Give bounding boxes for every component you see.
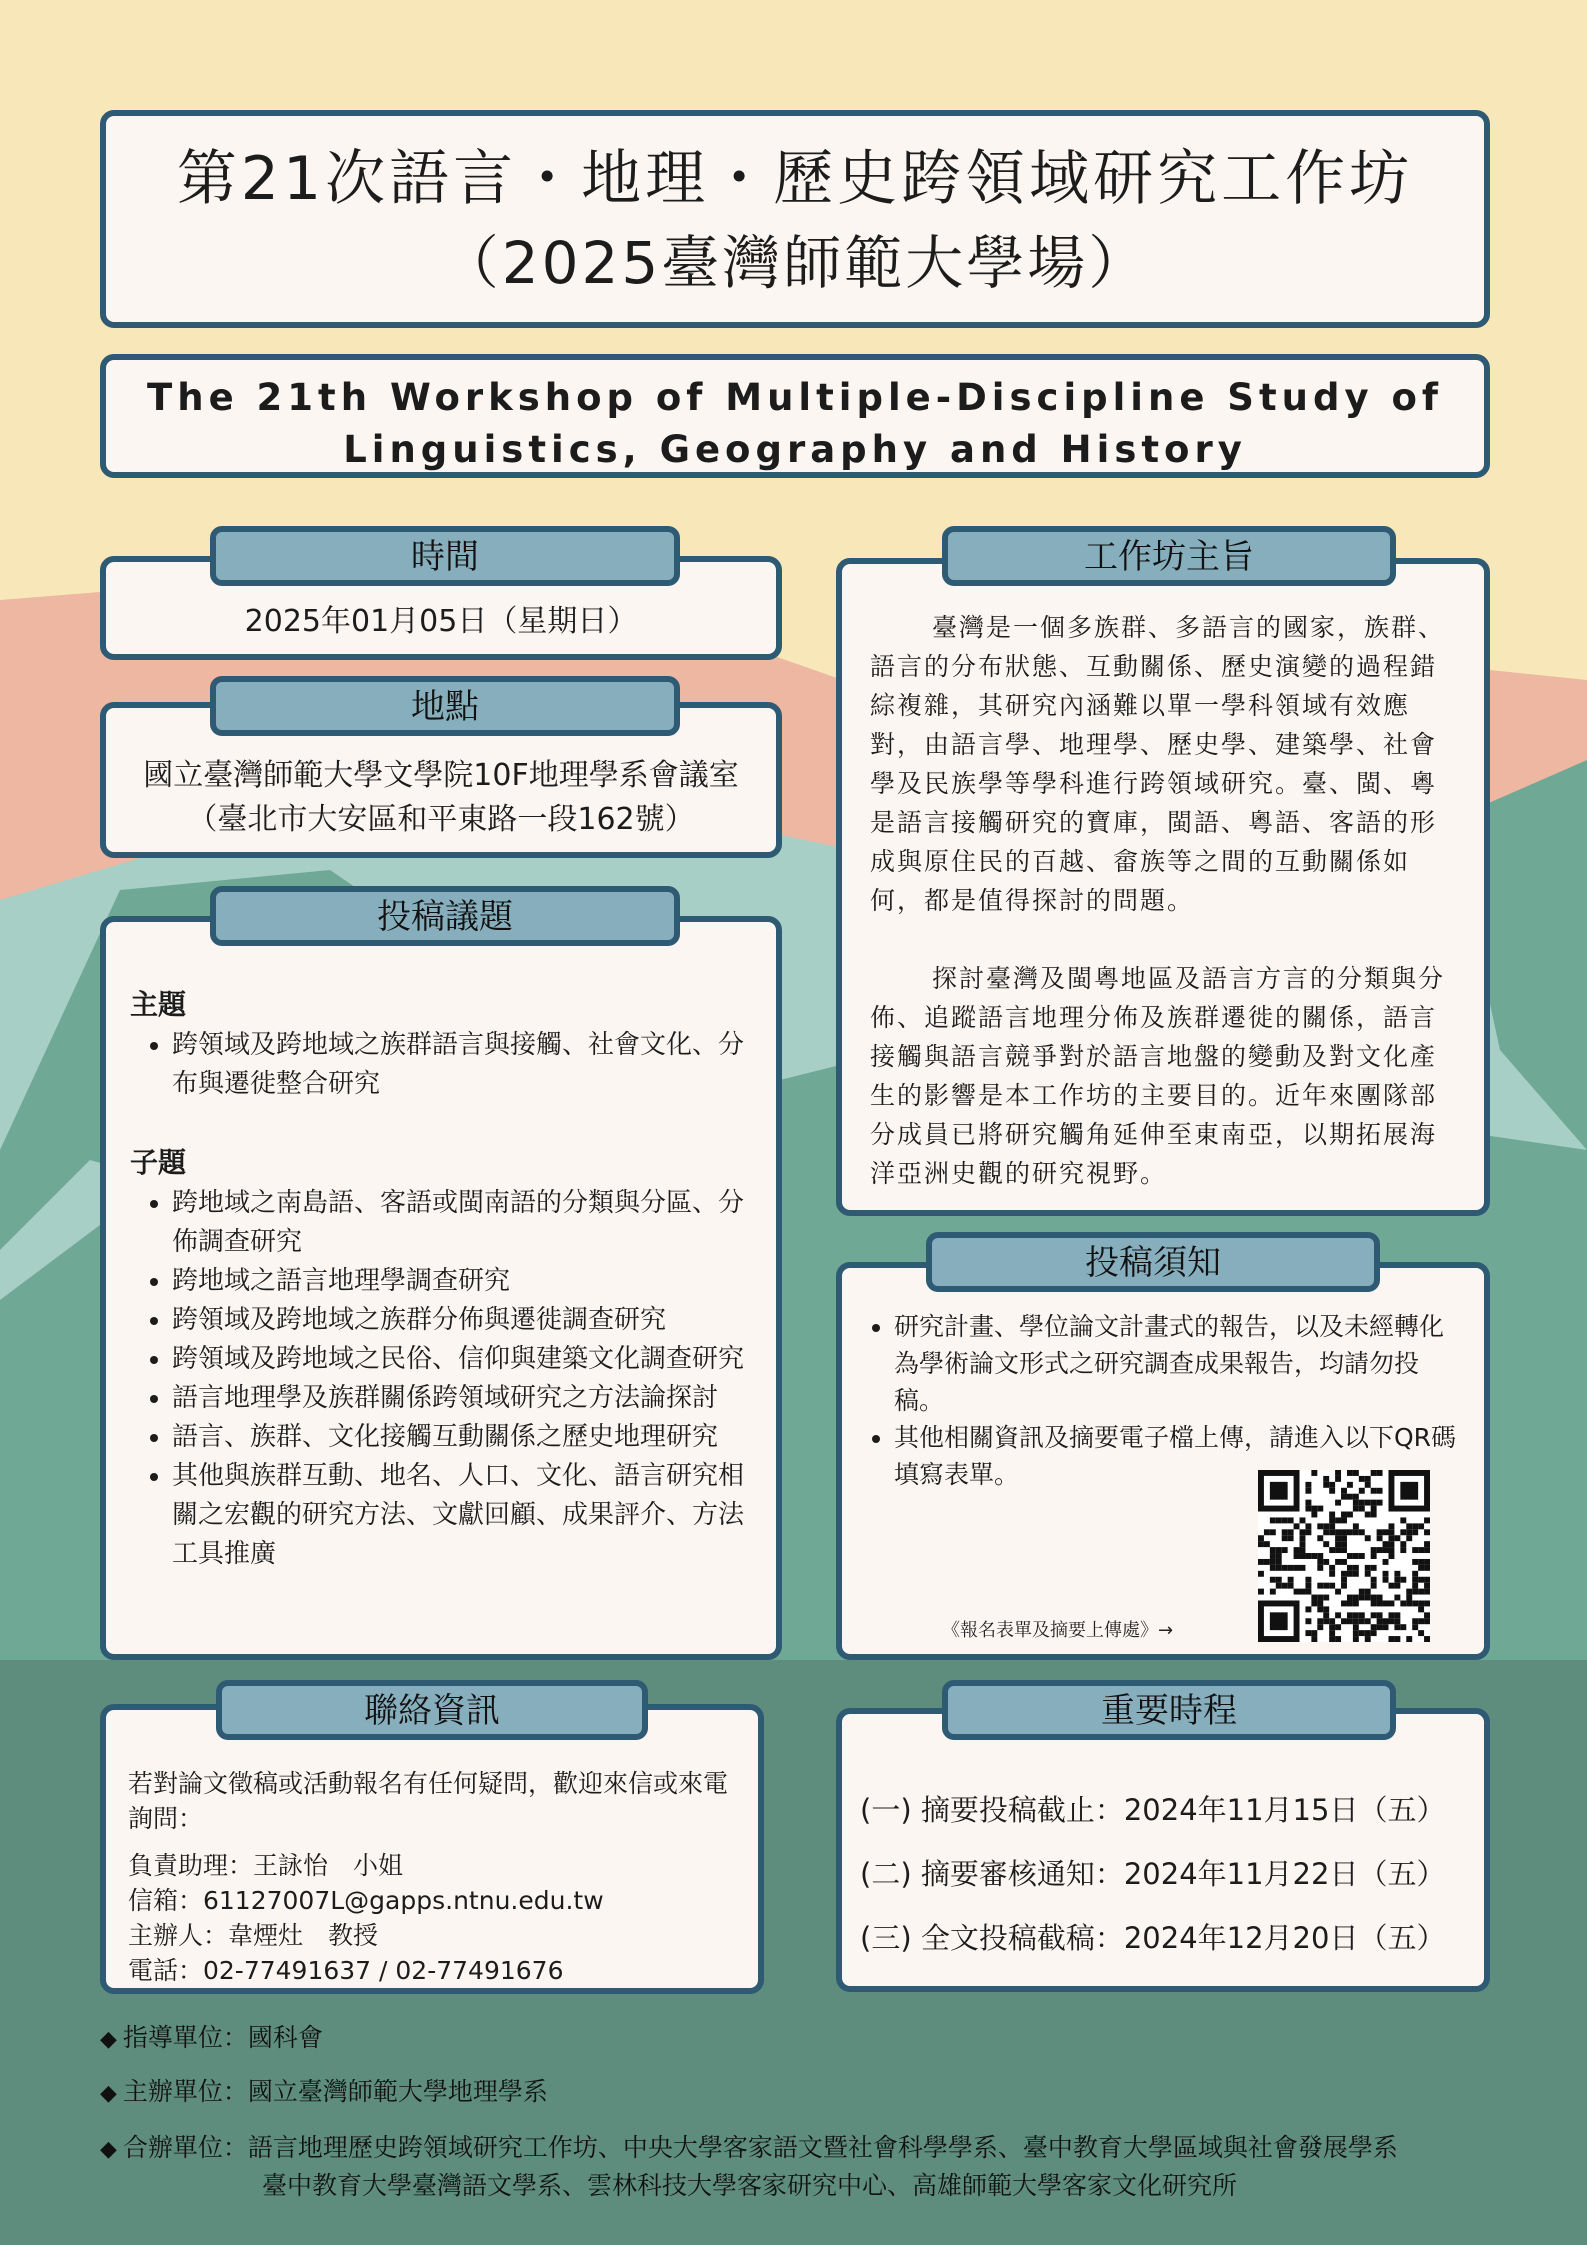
footer-guidance-text: 指導單位：國科會 bbox=[122, 2023, 323, 2052]
location-line1: 國立臺灣師範大學文學院10F地理學系會議室 bbox=[143, 758, 739, 793]
sub-topic-list bbox=[130, 1184, 750, 1574]
schedule-item: (一) 摘要投稿截止：2024年11月15日（五） bbox=[860, 1793, 1446, 1827]
topics-section bbox=[100, 916, 782, 1660]
sub-topic-item: • 跨地域之語言地理學調查研究 bbox=[172, 1262, 750, 1301]
topics-heading: 投稿議題 bbox=[210, 886, 680, 946]
purpose-heading: 工作坊主旨 bbox=[942, 526, 1396, 586]
title-english-line1: The 21th Workshop of Multiple-Discipline Study of bbox=[147, 376, 1443, 419]
purpose-section bbox=[836, 558, 1490, 1216]
contact-host: 主辦人：韋煙灶 教授 bbox=[128, 1921, 379, 1950]
footer-organizer-text: 主辦單位：國立臺灣師範大學地理學系 bbox=[122, 2077, 548, 2106]
title-chinese-subtitle: （2025臺灣師範大學場） bbox=[440, 229, 1150, 297]
contact-assistant: 負責助理：王詠怡 小姐 bbox=[128, 1851, 404, 1880]
footer-co-organizer-line2: 臺中教育大學臺灣語文學系、雲林科技大學客家研究中心、高雄師範大學客家文化研究所 bbox=[262, 2171, 1238, 2200]
sub-topic-item: • 語言、族群、文化接觸互動關係之歷史地理研究 bbox=[172, 1418, 750, 1457]
submission-list bbox=[852, 1308, 1464, 1493]
purpose-paragraph-1: 臺灣是一個多族群、多語言的國家，族群、語言的分布狀態、互動關係、歷史演變的過程錯綜複雜，其研究內涵難以單一學科領域有效應對，由語言學、地理學、歷史學、建築學、社會學及民族學等學科進行跨領域研究。臺、閩、粵是語言接觸研究的寶庫，閩語、粵語、客語的形成與原住民的百越、畲族等之間的互動關係如何，都是值得探討的問題。 bbox=[870, 613, 1446, 915]
contact-intro: 若對論文徵稿或活動報名有任何疑問，歡迎來信或來電詢問： bbox=[128, 1769, 729, 1833]
sub-topic-item: • 其他與族群互動、地名、人口、文化、語言研究相關之宏觀的研究方法、文獻回顧、成果評介、方法工具推廣 bbox=[172, 1457, 750, 1574]
footer-co-organizer-line1: 合辦單位：語言地理歷史跨領域研究工作坊、中央大學客家語文暨社會科學學系、臺中教育大學區域與社會發展學系 bbox=[122, 2133, 1398, 2162]
qr-code-icon[interactable] bbox=[1258, 1470, 1430, 1642]
location-line2: （臺北市大安區和平東路一段162號） bbox=[187, 802, 695, 837]
title-chinese: 第21次語言・地理・歷史跨領域研究工作坊 bbox=[176, 144, 1414, 214]
footer-organizer bbox=[100, 2074, 548, 2112]
title-english-line2: Linguistics, Geography and History bbox=[343, 428, 1247, 471]
schedule-item: (二) 摘要審核通知：2024年11月22日（五） bbox=[860, 1857, 1446, 1891]
schedule-item: (三) 全文投稿截稿：2024年12月20日（五） bbox=[860, 1921, 1446, 1955]
contact-section bbox=[100, 1704, 764, 1994]
diamond-icon: ◆ bbox=[100, 2081, 117, 2106]
location-heading: 地點 bbox=[210, 676, 680, 736]
qr-caption: 《報名表單及摘要上傳處》→ bbox=[942, 1620, 1174, 1641]
title-english-banner bbox=[100, 354, 1490, 478]
submission-item: • 研究計畫、學位論文計畫式的報告，以及未經轉化為學術論文形式之研究調查成果報告，均請勿投稿。 bbox=[894, 1308, 1464, 1419]
diamond-icon: ◆ bbox=[100, 2027, 117, 2052]
submission-item: • 其他相關資訊及摘要電子檔上傳，請進入以下QR碼填寫表單。 bbox=[894, 1419, 1464, 1493]
footer-co-organizer bbox=[100, 2130, 1520, 2204]
diamond-icon: ◆ bbox=[100, 2137, 117, 2162]
contact-heading: 聯絡資訊 bbox=[216, 1680, 648, 1740]
contact-phone: 電話：02-77491637 / 02-77491676 bbox=[128, 1956, 564, 1985]
time-heading: 時間 bbox=[210, 526, 680, 586]
schedule-section bbox=[836, 1708, 1490, 1992]
title-banner bbox=[100, 110, 1490, 328]
sub-topic-label: 子題 bbox=[130, 1146, 187, 1179]
main-topic-item: • 跨領域及跨地域之族群語言與接觸、社會文化、分布與遷徙整合研究 bbox=[172, 1026, 750, 1104]
sub-topic-item: • 跨領域及跨地域之民俗、信仰與建築文化調查研究 bbox=[172, 1340, 750, 1379]
time-value: 2025年01月05日（星期日） bbox=[244, 604, 638, 639]
main-topic-list bbox=[130, 1026, 750, 1104]
sub-topic-item: • 跨地域之南島語、客語或閩南語的分類與分區、分佈調查研究 bbox=[172, 1184, 750, 1262]
sub-topic-item: • 語言地理學及族群關係跨領域研究之方法論探討 bbox=[172, 1379, 750, 1418]
footer-guidance bbox=[100, 2020, 323, 2058]
purpose-paragraph-2: 探討臺灣及閩粵地區及語言方言的分類與分佈、追蹤語言地理分佈及族群遷徙的關係，語言接觸與語言競爭對於語言地盤的變動及對文化產生的影響是本工作坊的主要目的。近年來團隊部分成員已將研究觸角延伸至東南亞，以期拓展海洋亞洲史觀的研究視野。 bbox=[870, 964, 1446, 1188]
schedule-heading: 重要時程 bbox=[942, 1680, 1396, 1740]
submission-heading: 投稿須知 bbox=[926, 1232, 1380, 1292]
main-topic-label: 主題 bbox=[130, 988, 187, 1021]
sub-topic-item: • 跨領域及跨地域之族群分佈與遷徙調查研究 bbox=[172, 1301, 750, 1340]
contact-email[interactable]: 信箱：61127007L@gapps.ntnu.edu.tw bbox=[128, 1886, 604, 1915]
